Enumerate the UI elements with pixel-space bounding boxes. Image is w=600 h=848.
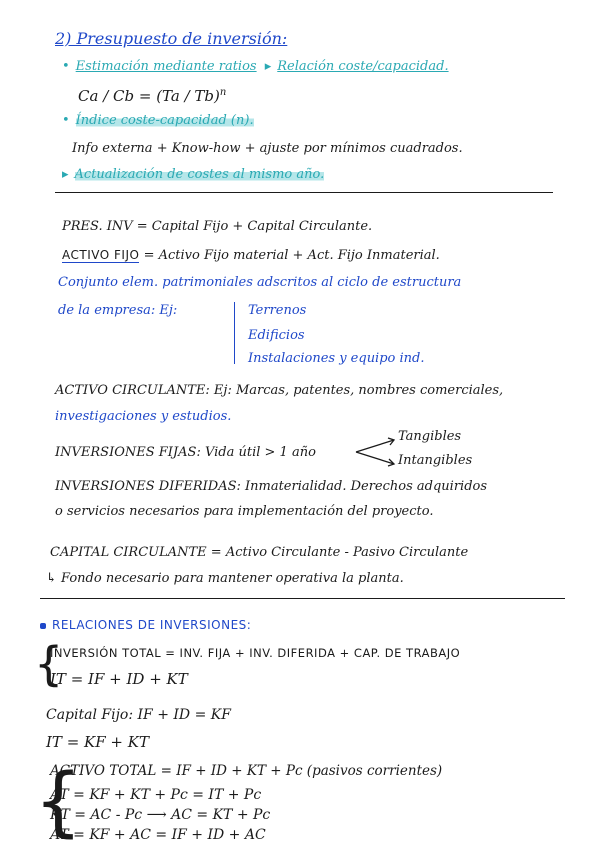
cap-circ-line: CAPITAL CIRCULANTE = Activo Circulante - Pasivo Circulante [50,545,469,560]
divider [55,192,553,193]
divider-2 [40,598,565,599]
activo-fijo-label: ACTIVO FIJO [62,248,140,262]
inv-fijas-type-1: Intangibles [398,453,473,468]
at2-line: AT = KF + AC = IF + ID + AC [50,827,266,843]
bullet-dot-icon: • [62,59,70,74]
bullet-text-b: Relación coste/capacidad. [277,59,449,74]
formula-line [78,84,226,105]
inv-dif-line-1: INVERSIONES DIFERIDAS: Inmaterialidad. Derechos adquiridos [55,479,488,494]
ej-item-2: Instalaciones y equipo ind. [248,351,425,366]
arrow-bullet-icon: ▸ [264,59,272,74]
heading-text: 2) Presupuesto de inversión: [55,29,288,48]
bullet-dot-icon: • [62,113,70,128]
brace-icon-2: { [34,756,83,845]
arrow-bullet-icon: ▸ [62,167,69,182]
formula-text: Ca / Cb = (Ta / Tb) [78,87,220,105]
inv-total-line: INVERSIÓN TOTAL = INV. FIJA + INV. DIFERIDA + CAP. DE TRABAJO [50,646,461,660]
activo-total-line: ACTIVO TOTAL = IF + ID + KT + Pc (pasivos corrientes) [50,763,443,779]
it-kf-line: IT = KF + KT [46,733,149,751]
inv-fijas-type-0: Tangibles [398,429,462,444]
activo-fijo-rest: = Activo Fijo material + Act. Fijo Inmaterial. [143,248,440,263]
bullet-actualizacion [62,166,324,184]
relaciones-heading-text: RELACIONES DE INVERSIONES: [52,618,252,632]
kt-line: KT = AC - Pc ⟶ AC = KT + Pc [50,807,271,823]
it-eq-line: IT = IF + ID + KT [50,670,188,688]
brace-icon: { [34,637,64,691]
formula-exponent: n [219,87,227,98]
section-heading [55,30,287,48]
branch-arrow-icon [354,434,398,470]
fondo-line [46,570,404,588]
conjunto-line-1: Conjunto elem. patrimoniales adscritos al ciclo de estructura [58,275,462,290]
pres-inv-line: PRES. INV = Capital Fijo + Capital Circulante. [62,219,373,234]
bullet-text: Actualización de costes al mismo año. [74,167,325,182]
activo-circ-line-1: ACTIVO CIRCULANTE: Ej: Marcas, patentes, nombres comerciales, [55,383,504,398]
conjunto-line-2: de la empresa: Ej: [58,303,178,318]
at1-line: AT = KF + KT + Pc = IT + Pc [50,787,262,803]
curved-arrow-icon: ↳ [46,571,57,586]
relaciones-heading [40,616,251,635]
bullet-indice [62,112,254,130]
ej-item-0: Terrenos [248,303,307,318]
cap-fijo-line: Capital Fijo: IF + ID = KF [46,707,231,723]
inv-fijas-line: INVERSIONES FIJAS: Vida útil > 1 año [55,445,316,460]
activo-fijo-line [62,246,440,265]
bullet-text: Índice coste-capacidad (n). [75,113,254,128]
square-bullet-icon [40,623,46,629]
fondo-text: Fondo necesario para mantener operativa la planta. [61,571,404,586]
bullet-text: Estimación mediante ratios [75,59,257,74]
activo-circ-line-2: investigaciones y estudios. [55,409,232,424]
bracket-bar [234,302,235,364]
ej-item-1: Edificios [248,328,305,343]
inv-dif-line-2: o servicios necesarios para implementación del proyecto. [55,504,434,519]
info-line: Info externa + Know-how + ajuste por mínimos cuadrados. [72,141,463,156]
bullet-ratios [62,58,449,76]
